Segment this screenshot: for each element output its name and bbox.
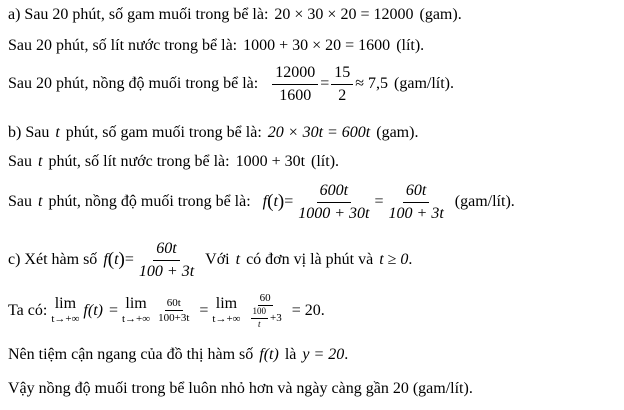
numerator: 60t [153, 240, 179, 261]
expression: 20 × 30 × 20 = 12000 [274, 6, 414, 23]
text: Nên tiệm cận ngang của đồ thị hàm số [8, 346, 254, 363]
numerator: 15 [331, 64, 353, 85]
inner-fraction [251, 307, 269, 330]
line-b-water-liters [8, 153, 339, 171]
line-c-asymptote [8, 346, 348, 364]
unit: (gam/lít). [394, 75, 454, 93]
numerator: 60t [403, 182, 429, 203]
line-a-water-liters [8, 37, 424, 55]
line-c-function-def [8, 240, 412, 280]
line-b-concentration [8, 182, 515, 222]
denominator: 100 + 3t [138, 262, 195, 280]
unit: (gam). [376, 124, 419, 141]
approx-value: ≈ 7,5 [355, 75, 389, 93]
prefix: Ta có: [8, 301, 48, 319]
variable-t: t [38, 193, 43, 211]
fraction-60t [136, 240, 197, 280]
function-arg: t [114, 251, 119, 269]
close-paren: ) [118, 249, 125, 271]
denominator: 100 + 3t [388, 204, 444, 222]
prefix: c) Xét hàm số [8, 251, 98, 269]
prefix: Sau [8, 153, 32, 170]
limit-2 [122, 296, 150, 325]
equals: = [320, 75, 330, 93]
lim-label: lim [54, 295, 77, 313]
text: phút, nồng độ muối trong bể là: [48, 193, 251, 211]
is-word: là [284, 346, 297, 363]
denominator: 1600 [279, 86, 312, 104]
open-paren: ( [107, 249, 115, 271]
period: . [344, 346, 349, 363]
function-name: f [262, 193, 268, 211]
fraction-15-2 [331, 64, 353, 104]
inner-numerator: 100 [251, 307, 269, 319]
text: a) Sau 20 phút, số gam muối trong bể là: [8, 6, 269, 23]
text: Vậy nồng độ muối trong bể luôn nhỏ hơn và ngày càng gần 20 (gam/lít). [8, 380, 473, 397]
with-word: Với [205, 251, 230, 269]
variable-t: t [55, 124, 60, 141]
fraction-600t [295, 182, 372, 222]
lim-label: lim [125, 295, 147, 313]
denominator: 1000 + 30t [298, 204, 370, 222]
result: = 20. [291, 301, 325, 319]
asymptote-eq: y = 20 [302, 346, 345, 363]
open-paren: ( [267, 191, 274, 213]
equals: = [374, 193, 384, 211]
variable-t: t [38, 153, 43, 170]
text: phút, số gam muối trong bể là: [65, 124, 262, 141]
lim-subscript: t→+∞ [51, 313, 80, 326]
equals: = [124, 251, 134, 269]
unit: (lít). [396, 37, 425, 54]
expression: 20 × 30t = 600t [267, 124, 371, 141]
fraction-60t [386, 182, 447, 222]
limit-1 [51, 296, 79, 325]
text: Sau 20 phút, số lít nước trong bể là: [8, 37, 238, 54]
limit-3 [212, 296, 240, 325]
numerator: 60t [165, 297, 183, 311]
fraction-12000-1600 [272, 64, 318, 104]
line-a-salt-grams [8, 6, 462, 24]
numerator: 12000 [272, 64, 318, 85]
unit: (lít). [311, 153, 340, 170]
prefix: b) Sau [8, 124, 50, 141]
function-arg: t [273, 193, 278, 211]
lim-label: lim [215, 295, 238, 313]
numerator: 60 [258, 292, 273, 306]
lim-subscript: t→+∞ [122, 313, 151, 326]
equals: = [108, 301, 118, 319]
equals: = [199, 301, 209, 319]
unit: (gam). [419, 6, 462, 23]
expression: 1000 + 30t [235, 153, 306, 170]
line-c-conclusion [8, 380, 473, 398]
unit: (gam/lít). [454, 193, 515, 211]
numerator: 600t [317, 182, 351, 203]
text: Sau 20 phút, nồng độ muối trong bể là: [8, 75, 259, 93]
variable-t: t [235, 251, 241, 269]
period: . [408, 251, 413, 269]
expression: 1000 + 30 × 20 = 1600 [243, 37, 391, 54]
lim-subscript: t→+∞ [212, 313, 241, 326]
condition: t ≥ 0 [379, 251, 409, 269]
inner-denominator: t [258, 318, 261, 329]
f-of-t: f(t) [259, 346, 279, 363]
prefix: Sau [8, 193, 32, 211]
text: phút, số lít nước trong bể là: [48, 153, 230, 170]
denominator: 100+3t [158, 312, 190, 325]
line-c-limit [8, 292, 325, 330]
line-a-concentration [8, 64, 454, 104]
fraction-60-compound [247, 292, 284, 330]
plus-three: +3 [270, 312, 282, 325]
text: có đơn vị là phút và [246, 251, 374, 269]
function-name: f [103, 251, 108, 269]
fraction-60t-small [156, 297, 191, 324]
line-b-salt-grams [8, 124, 418, 142]
equals: = [284, 193, 294, 211]
close-paren: ) [277, 191, 285, 213]
denominator: 2 [338, 86, 347, 104]
f-of-t: f(t) [83, 301, 103, 319]
denominator [247, 306, 284, 330]
